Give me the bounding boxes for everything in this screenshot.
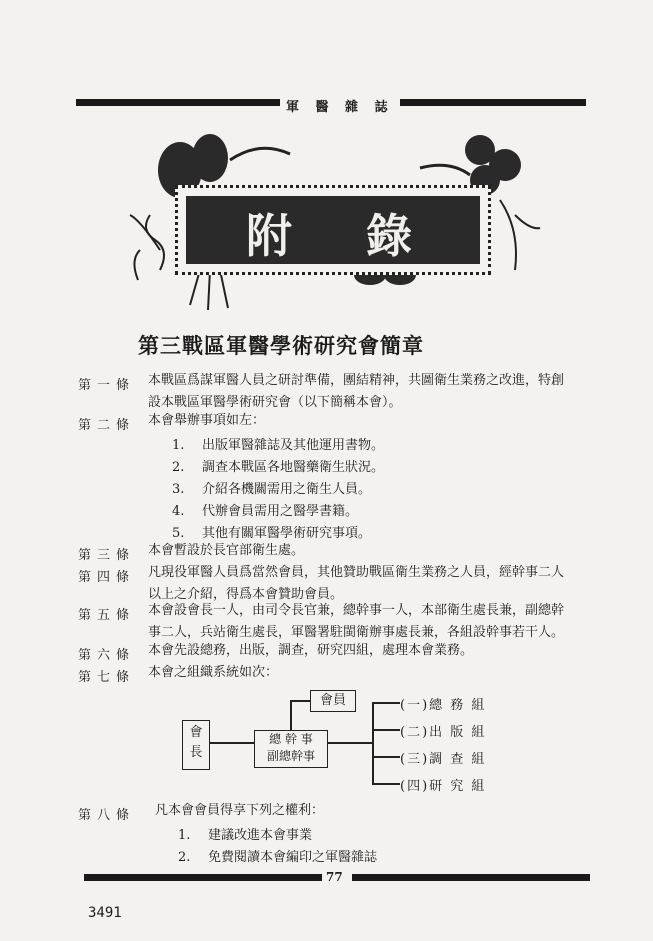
- article-label: 第七條: [78, 670, 136, 685]
- item-text: 其他有關軍醫學術研究事項。: [202, 526, 372, 541]
- list-item: [172, 434, 384, 453]
- footer-rule-left: [84, 874, 322, 881]
- article-text: [155, 800, 605, 822]
- article-line: 本戰區爲謀軍醫人員之研討準備，團結精神，共圖衛生業務之改進，特創: [148, 373, 565, 388]
- article-label: 第六條: [78, 648, 136, 663]
- article-label: 第四條: [78, 570, 136, 585]
- article-line: 事二人，兵站衛生處長，軍醫署駐閩衛辦事處長兼，各組設幹事若干人。: [148, 625, 565, 640]
- connector-line: [372, 702, 374, 784]
- archive-number: 3491: [88, 905, 122, 921]
- article-line: 本會暫設於長官部衛生處。: [148, 543, 305, 558]
- list-item: [172, 456, 384, 475]
- page-number: 77: [322, 870, 347, 884]
- item-text: 介紹各機關需用之衛生人員。: [202, 482, 372, 497]
- item-text: 代辦會員需用之醫學書籍。: [202, 504, 359, 519]
- list-item: [178, 824, 312, 843]
- article-label: 第八條: [78, 808, 136, 823]
- article-text: [148, 540, 598, 562]
- article-label: 第一條: [78, 378, 136, 393]
- connector-line: [372, 702, 400, 704]
- banner-panel: [186, 196, 480, 264]
- article-label: 第三條: [78, 548, 136, 563]
- item-number: 5.: [172, 526, 185, 541]
- item-text: 調查本戰區各地醫藥衛生狀況。: [202, 460, 385, 475]
- banner-char-1: 附: [246, 209, 292, 263]
- article-line: 凡本會會員得享下列之權利：: [155, 803, 325, 818]
- header-rule-left: [76, 99, 281, 106]
- president-box: [182, 720, 210, 770]
- department-label: (三)調 查 組: [400, 752, 487, 767]
- article-text: [148, 662, 598, 684]
- item-number: 1.: [172, 438, 185, 453]
- department-label: (四)研 究 組: [400, 779, 487, 794]
- connector-line: [210, 742, 254, 744]
- members-box: [310, 690, 356, 712]
- list-item: [172, 500, 358, 519]
- item-number: 3.: [172, 482, 185, 497]
- document-title: 第三戰區軍醫學術研究會簡章: [138, 333, 424, 358]
- article-text: [148, 410, 598, 432]
- deputy-secretary-label: 副總幹事: [266, 749, 315, 763]
- article-line: 本會設會長一人，由司令長官兼，總幹事一人，本部衛生處長兼，副總幹: [148, 603, 565, 618]
- item-text: 建議改進本會事業: [208, 828, 313, 843]
- journal-title: 軍 醫 雜 誌: [280, 96, 400, 115]
- list-item: [172, 478, 371, 497]
- connector-line: [328, 742, 372, 744]
- item-number: 2.: [178, 850, 191, 865]
- article-text: [148, 600, 598, 644]
- item-number: 4.: [172, 504, 185, 519]
- header-rule-right: [378, 99, 586, 106]
- connector-line: [290, 700, 310, 702]
- president-label: 會長: [189, 725, 203, 760]
- connector-line: [372, 729, 400, 731]
- article-line: 設本戰區軍醫學術研究會（以下簡稱本會）。: [148, 395, 402, 410]
- list-item: [172, 522, 371, 541]
- members-label: 會員: [319, 693, 346, 708]
- article-line: 以上之介紹，得爲本會贊助會員。: [148, 587, 344, 602]
- article-line: 本會之組織系統如次：: [148, 665, 279, 680]
- article-text: [148, 370, 598, 414]
- item-number: 1.: [178, 828, 191, 843]
- connector-line: [372, 783, 400, 785]
- article-label: 第二條: [78, 418, 136, 433]
- item-text: 出版軍醫雜誌及其他運用書物。: [202, 438, 385, 453]
- list-item: [178, 846, 377, 865]
- secretary-box: [254, 730, 328, 768]
- item-text: 免費閱讀本會編印之軍醫雜誌: [208, 850, 378, 865]
- secretary-label: 總 幹 事: [269, 732, 313, 746]
- department-label: (一)總 務 組: [400, 698, 487, 713]
- article-line: 本會先設總務，出版，調查，研究四組，處理本會業務。: [148, 643, 474, 658]
- footer-rule-right: [352, 874, 590, 881]
- appendix-banner: [175, 185, 491, 275]
- connector-line: [290, 700, 292, 732]
- banner-char-2: 錄: [366, 209, 412, 263]
- article-label: 第五條: [78, 608, 136, 623]
- article-text: [148, 640, 598, 662]
- department-label: (二)出 版 組: [400, 725, 487, 740]
- article-line: 本會舉辦事項如左：: [148, 413, 266, 428]
- connector-line: [372, 756, 400, 758]
- item-number: 2.: [172, 460, 185, 475]
- article-line: 凡現役軍醫人員爲當然會員，其他贊助戰區衛生業務之人員，經幹事二人: [148, 565, 565, 580]
